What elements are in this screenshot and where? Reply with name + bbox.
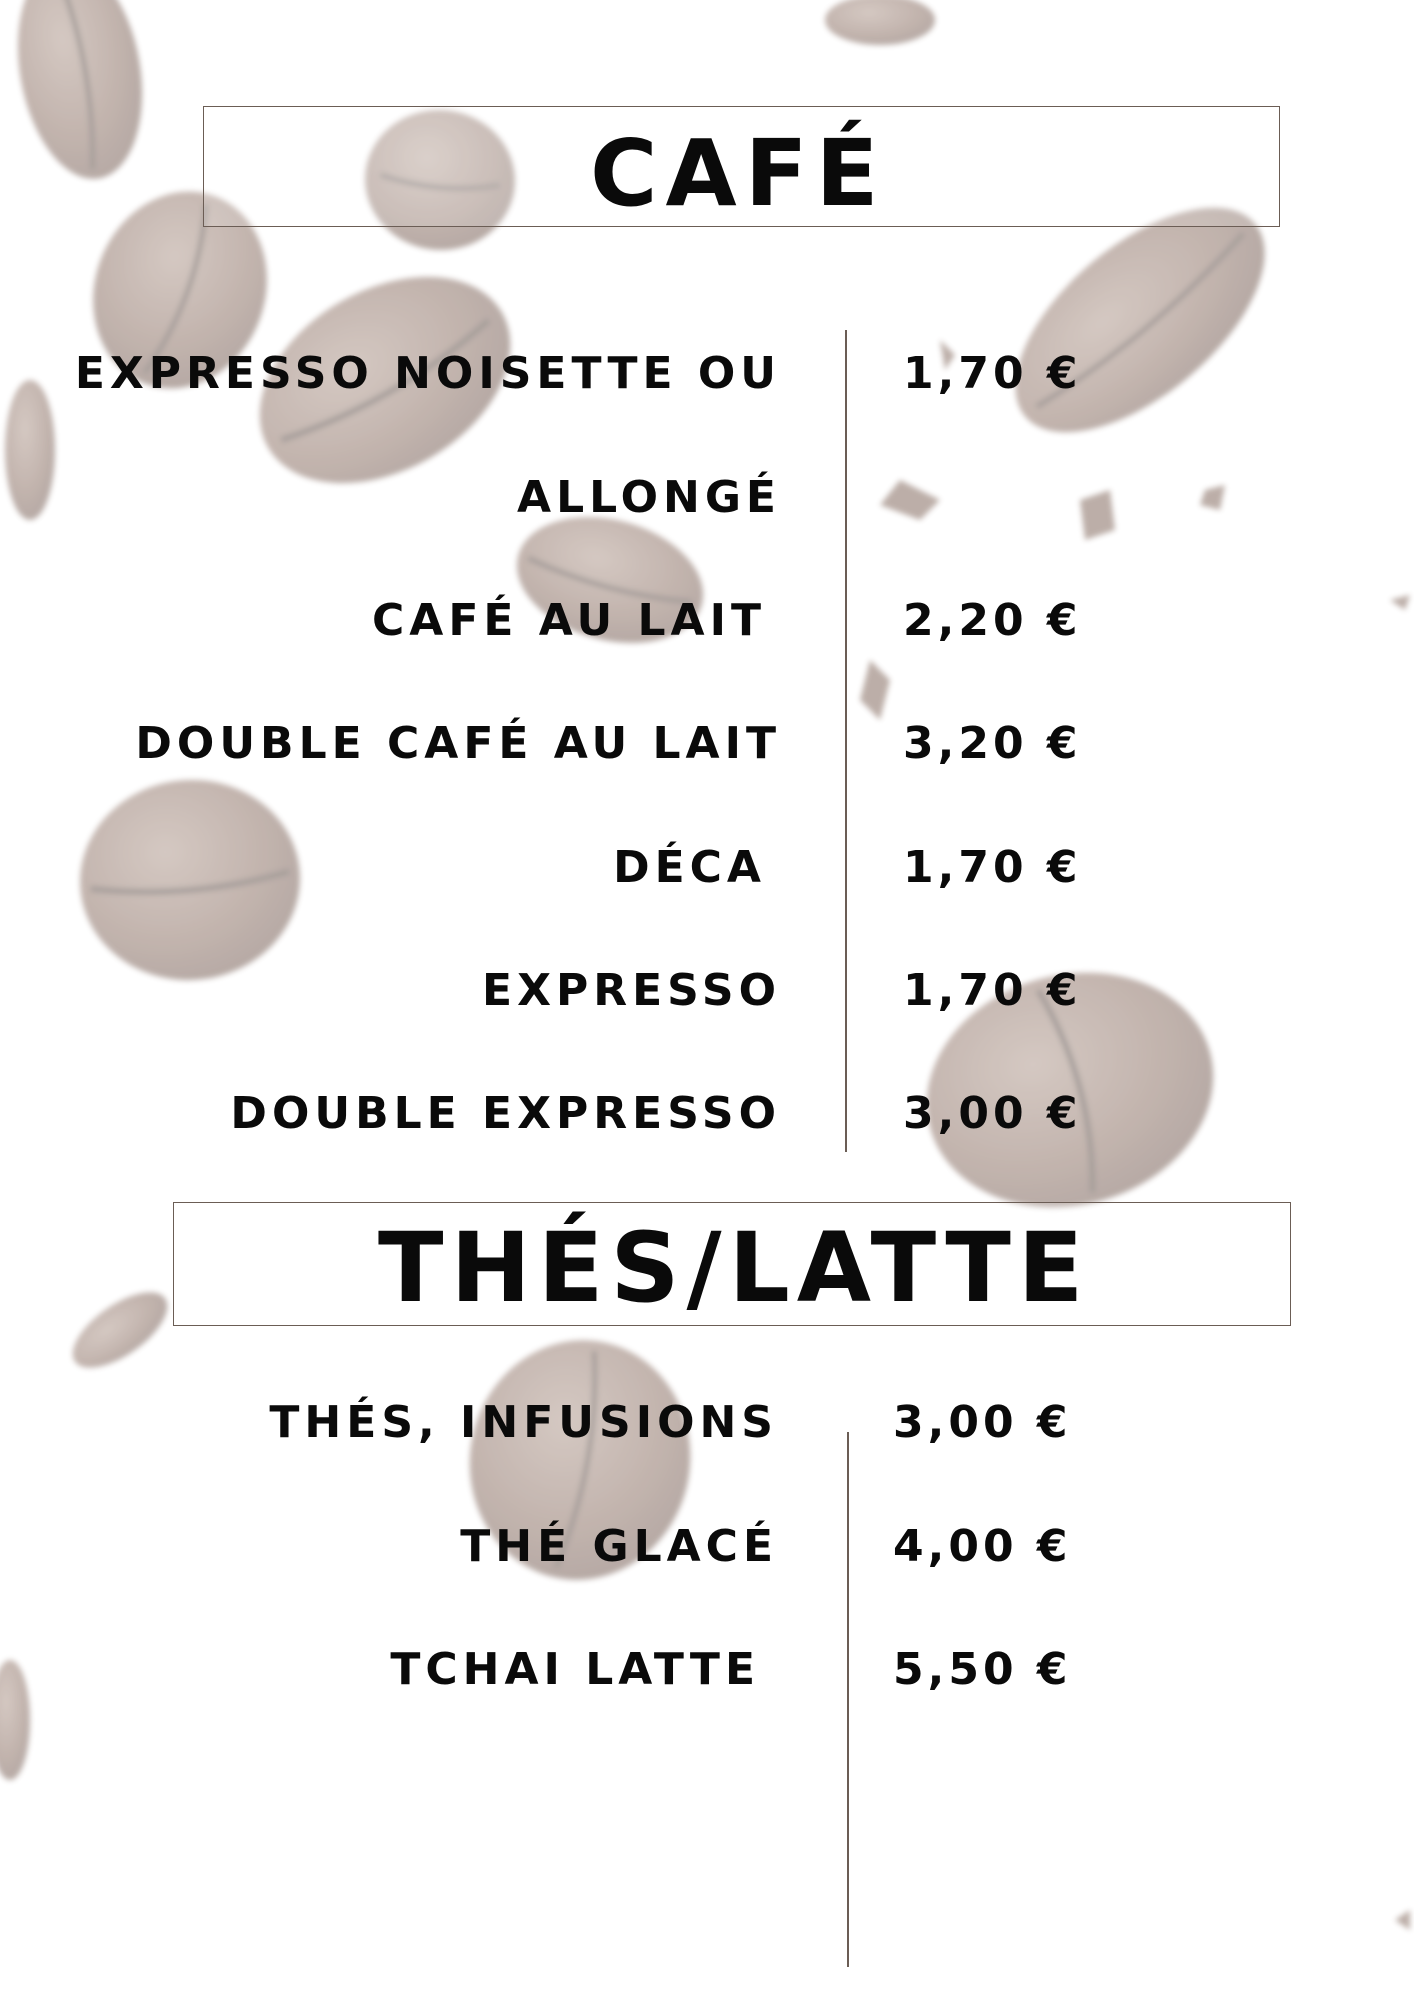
menu-item-thes-infusions: THÉS, INFUSIONS xyxy=(269,1397,778,1448)
menu-item-cafe-au-lait: CAFÉ AU LAIT xyxy=(372,595,766,646)
menu-item-tchai-latte: TCHAI LATTE xyxy=(390,1644,760,1695)
menu-item-double-expresso: DOUBLE EXPRESSO xyxy=(230,1088,781,1139)
thes-latte-divider xyxy=(847,1432,849,1967)
section-title-cafe: CAFÉ xyxy=(590,120,887,227)
menu-item-expresso: EXPRESSO xyxy=(482,965,781,1016)
coffee-bean-icon xyxy=(0,1660,30,1780)
price-double-expresso: 3,00 € xyxy=(903,1088,1082,1139)
section-title-thes-latte: THÉS/LATTE xyxy=(378,1212,1091,1324)
price-the-glace: 4,00 € xyxy=(893,1521,1072,1572)
price-expresso: 1,70 € xyxy=(903,965,1082,1016)
coffee-bean-icon xyxy=(825,0,935,45)
menu-item-deca: DÉCA xyxy=(613,842,766,893)
menu-item-allonge: ALLONGÉ xyxy=(517,472,781,523)
price-thes-infusions: 3,00 € xyxy=(893,1397,1072,1448)
price-cafe-au-lait: 2,20 € xyxy=(903,595,1082,646)
price-double-cafe-au-lait: 3,20 € xyxy=(903,718,1082,769)
menu-item-the-glace: THÉ GLACÉ xyxy=(460,1521,778,1572)
coffee-bean-icon xyxy=(2,0,158,189)
price-deca: 1,70 € xyxy=(903,842,1082,893)
coffee-bean-icon xyxy=(5,380,55,520)
coffee-bean-icon xyxy=(72,771,309,989)
menu-item-double-cafe-au-lait: DOUBLE CAFÉ AU LAIT xyxy=(135,718,781,769)
menu-item-expresso-noisette: EXPRESSO NOISETTE OU xyxy=(74,348,781,399)
coffee-bean-icon xyxy=(61,1278,180,1382)
price-expresso-noisette: 1,70 € xyxy=(903,348,1082,399)
price-tchai-latte: 5,50 € xyxy=(893,1644,1072,1695)
cafe-divider xyxy=(845,330,847,1152)
